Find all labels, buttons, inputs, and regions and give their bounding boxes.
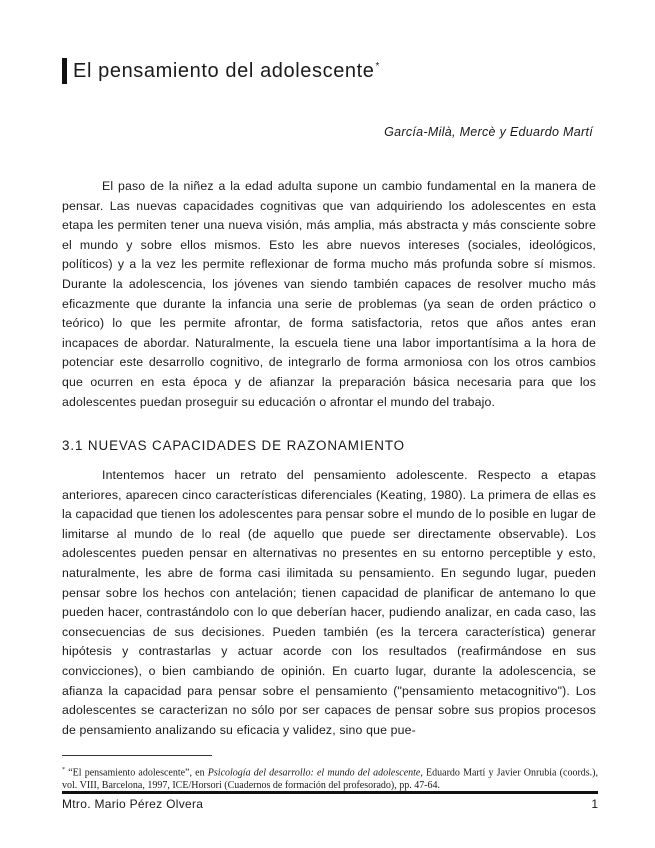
footnote xyxy=(62,764,598,792)
section-heading: 3.1 NUEVAS CAPACIDADES DE RAZONAMIENTO xyxy=(62,438,405,453)
authors-line: García-Milà, Mercè y Eduardo Martí xyxy=(384,125,593,139)
section-paragraph: Intentemos hacer un retrato del pensamiento adolescente. Respecto a etapas anteriores, aparecen cinco características diferenciales (Keating, 1980). La primera de ellas es la capacidad que tienen los adolescentes para pensar sobre el mundo de lo posible en lugar de limitarse al mundo de lo real (de aquello que puede ser directamente observable). Los adolescentes pueden pensar en alternativas no presentes en su entorno perceptible y esto, naturalmente, les abre de forma casi ilimitada su pensamiento. En segundo lugar, pueden pensar sobre los hechos con antelación; tienen capacidad de planificar de antemano lo que pueden hacer, contrastándolo con lo que deberían hacer, pudiendo analizar, en cada caso, las consecuencias de sus decisiones. Pueden también (es la tercera característica) generar hipótesis y contrastarlas y actuar acorde con los resultados (reafirmándose en sus convicciones), o bien cambiando de opinión. En cuarto lugar, durante la adolescencia, se afianza la capacidad para pensar sobre el pensamiento ("pensamiento metacognitivo"). Los adolescentes se caracterizan no sólo por ser capaces de pensar sobre sus propios procesos de pensamiento analizando su eficacia y validez, sino que pue- xyxy=(62,468,596,737)
footnote-marker: * xyxy=(62,767,65,773)
footnote-lead: “El pensamiento adolescente”, en xyxy=(68,767,208,779)
footer-divider xyxy=(62,791,598,794)
title-block xyxy=(62,58,380,84)
footer-author: Mtro. Mario Pérez Olvera xyxy=(62,797,204,811)
title-accent-bar xyxy=(62,58,67,84)
page-title xyxy=(73,60,380,83)
intro-paragraph: El paso de la niñez a la edad adulta supone un cambio fundamental en la manera de pensar. Las nuevas capacidades cognitivas que van adquiriendo los adolescentes en esta etapa les permiten tener una nueva visión, más amplia, más abstracta y más consciente sobre el mundo y sobre ellos mismos. Esto les abre nuevos intereses (sociales, ideológicos, políticos) y a la vez les permite reflexionar de forma mucho más profunda sobre sí mismos. Durante la adolescencia, los jóvenes van siendo también capaces de resolver mucho más eficazmente que durante la infancia una serie de problemas (ya sean de orden práctico o teórico) lo que les permite afrontar, de forma satisfactoria, retos que años antes eran incapaces de abordar. Naturalmente, la escuela tiene una labor importantísima a la hora de potenciar este desarrollo cognitivo, de integrarlo de forma armoniosa con los otros cambios que ocurren en esta época y de afianzar la preparación básica necesaria para que los adolescentes puedan proseguir su educación o afrontar el mundo del trabajo. xyxy=(62,179,596,409)
title-footnote-marker: * xyxy=(375,60,381,72)
title-text: El pensamiento del adolescente xyxy=(73,59,375,82)
footnote-divider xyxy=(62,755,212,756)
page-number: 1 xyxy=(591,797,598,811)
footnote-book-title: Psicología del desarrollo: el mundo del adolescente, xyxy=(207,767,423,779)
footnote-rest: Eduardo Martí y Javier Onrubia (coords.), vol. VIII, Barcelona, 1997, ICE/Horsori (Cuadernos de formación del profesorado), pp. 47-64. xyxy=(62,767,598,791)
